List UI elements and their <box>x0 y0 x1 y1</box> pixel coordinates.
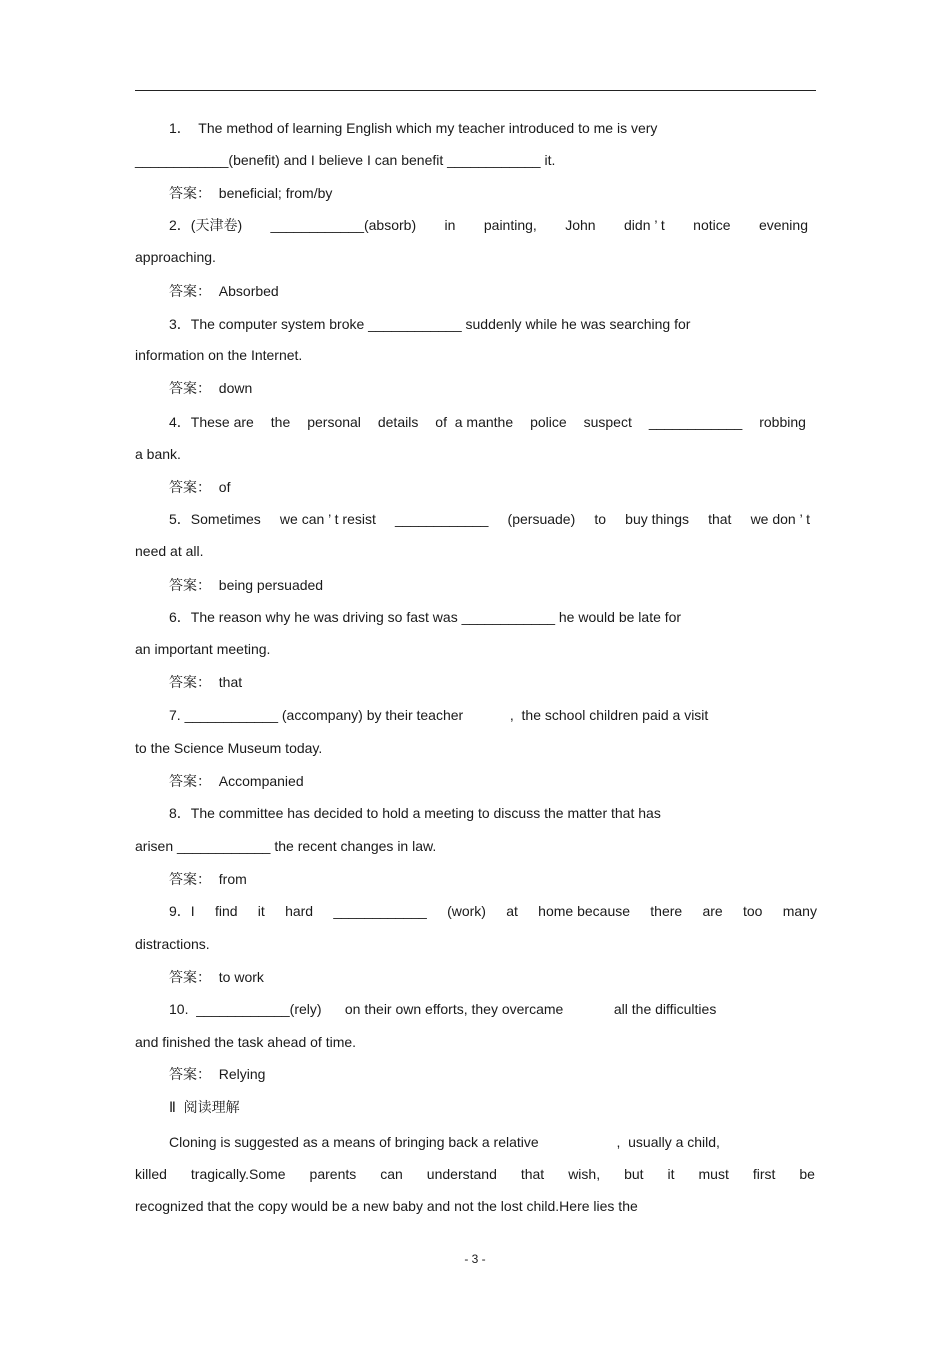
question-3-line-1: 3．The computer system broke ____________ suddenly while he was searching for <box>169 316 691 332</box>
question-10-line-2: and finished the task ahead of time. <box>135 1034 357 1050</box>
word: in <box>444 217 456 233</box>
word: but <box>624 1166 644 1182</box>
word: ____________ <box>395 511 489 527</box>
word: evening <box>758 217 808 233</box>
question-6-line-1: 6．The reason why he was driving so fast was ____________ he would be late for <box>169 609 682 625</box>
passage-line-3: recognized that the copy would be a new baby and not the lost child.Here lies the <box>135 1198 638 1214</box>
word: personal <box>307 414 361 430</box>
word: painting, <box>483 217 537 233</box>
passage-line-1: Cloning is suggested as a means of bringing back a relative , usually a child, <box>169 1134 720 1150</box>
question-10-answer: 答案： Relying <box>169 1066 266 1082</box>
question-3-answer: 答案： down <box>169 380 253 396</box>
word: tragically.Some <box>190 1166 286 1182</box>
question-2-line-1 <box>169 216 808 234</box>
word: must <box>698 1166 729 1182</box>
page-number: - 3 - <box>464 1252 486 1266</box>
word: there <box>650 903 683 919</box>
word: ____________(absorb) <box>270 217 417 233</box>
word: we don ’ t <box>750 511 810 527</box>
word: killed <box>135 1166 167 1182</box>
question-8-line-1: 8．The committee has decided to hold a meeting to discuss the matter that has <box>169 805 661 821</box>
question-5-answer: 答案： being persuaded <box>169 577 324 593</box>
word: details <box>377 414 419 430</box>
word: be <box>799 1166 815 1182</box>
question-10-line-1: 10. ____________(rely) on their own efforts, they overcame all the difficulties <box>169 1001 717 1017</box>
word: the <box>270 414 291 430</box>
word: 9．I <box>169 903 195 919</box>
word: at <box>506 903 518 919</box>
question-3-line-2: information on the Internet. <box>135 347 303 363</box>
question-2-answer: 答案： Absorbed <box>169 283 279 299</box>
word: 2．(天津卷) <box>169 217 243 233</box>
word: 5．Sometimes <box>169 511 261 527</box>
word: it <box>667 1166 675 1182</box>
question-7-line-2: to the Science Museum today. <box>135 740 323 756</box>
word: hard <box>285 903 314 919</box>
word: 4．These are <box>169 414 254 430</box>
word: ____________ <box>648 414 743 430</box>
question-9-line-2: distractions. <box>135 936 210 952</box>
word: (persuade) <box>507 511 576 527</box>
question-4-line-1 <box>169 413 806 431</box>
word: buy things <box>625 511 689 527</box>
question-9-line-1 <box>169 902 817 920</box>
word: ____________ <box>333 903 427 919</box>
passage-line-2 <box>135 1165 815 1183</box>
word: suspect <box>583 414 632 430</box>
word: too <box>742 903 763 919</box>
word: (work) <box>447 903 486 919</box>
word: police <box>530 414 567 430</box>
question-6-line-2: an important meeting. <box>135 641 271 657</box>
section-heading: Ⅱ 阅读理解 <box>169 1099 240 1115</box>
word: didn ’ t <box>624 217 665 233</box>
question-8-answer: 答案： from <box>169 871 247 887</box>
word: that <box>708 511 732 527</box>
word: many <box>782 903 817 919</box>
word: John <box>565 217 596 233</box>
word: we can ’ t resist <box>279 511 376 527</box>
word: first <box>752 1166 776 1182</box>
question-5-line-2: need at all. <box>135 543 204 559</box>
word: of a manthe <box>435 414 514 430</box>
question-1-line-2: ____________(benefit) and I believe I can benefit ____________ it. <box>135 152 556 168</box>
question-4-line-2: a bank. <box>135 446 181 462</box>
word: can <box>380 1166 403 1182</box>
question-7-line-1: 7. ____________ (accompany) by their teacher , the school children paid a visit <box>169 707 709 723</box>
word: it <box>257 903 265 919</box>
question-6-answer: 答案： that <box>169 674 243 690</box>
question-7-answer: 答案： Accompanied <box>169 773 304 789</box>
question-9-answer: 答案： to work <box>169 969 264 985</box>
question-1-answer: 答案： beneficial; from/by <box>169 185 333 201</box>
question-1-line-1: 1． The method of learning English which my teacher introduced to me is very <box>169 120 658 136</box>
word: understand <box>426 1166 497 1182</box>
word: parents <box>309 1166 357 1182</box>
question-2-line-2: approaching. <box>135 249 216 265</box>
question-4-answer: 答案： of <box>169 479 231 495</box>
word: robbing <box>759 414 806 430</box>
word: to <box>594 511 607 527</box>
word: wish, <box>568 1166 601 1182</box>
question-8-line-2: arisen ____________ the recent changes in law. <box>135 838 437 854</box>
header-rule <box>135 90 816 91</box>
word: that <box>520 1166 545 1182</box>
word: are <box>702 903 723 919</box>
word: home because <box>538 903 631 919</box>
question-5-line-1 <box>169 510 810 528</box>
word: notice <box>693 217 731 233</box>
word: find <box>214 903 238 919</box>
